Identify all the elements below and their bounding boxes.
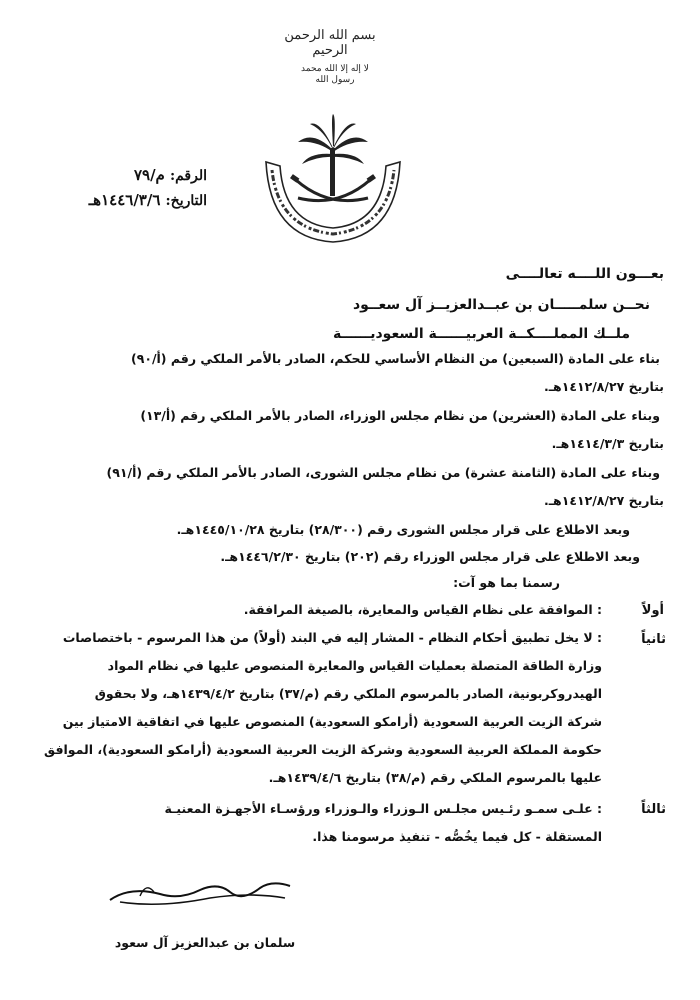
date-label: التاريخ:	[165, 193, 207, 209]
preamble-closing: رسمنا بما هو آت:	[453, 575, 560, 590]
preamble-line: وبعد الاطلاع على قرار مجلس الشورى رقم (٢٨/٣٠٠) بتاريخ ١٤٤٥/١٠/٢٨هـ.	[176, 522, 630, 537]
preamble-line: بناء على المادة (السبعين) من النظام الأساسي للحكم، الصادر بالأمر الملكي رقم (أ/٩٠)	[130, 351, 660, 366]
opening-invocation: بعـــون اللــــه تعالــــى	[505, 266, 664, 282]
handwritten-signature-icon	[100, 872, 300, 912]
clause-line: : لا يخل تطبيق أحكام النظام - المشار إليه في البند (أولاً) من هذا المرسوم - باختصاصات	[62, 630, 602, 645]
basmala: بسم الله الرحمن الرحيم	[284, 28, 376, 58]
clause-line: وزارة الطاقة المتصلة بعمليات القياس والمعايرة المنصوص عليها في نظام المواد	[107, 658, 602, 673]
reference-date	[57, 190, 207, 209]
date-value: ١٤٤٦/٣/٦هـ	[88, 191, 161, 209]
clause-label: ثانياً	[641, 632, 666, 647]
preamble-line: وبناء على المادة (العشرين) من نظام مجلس الوزراء، الصادر بالأمر الملكي رقم (أ/١٣)	[140, 408, 660, 423]
preamble-line: وبناء على المادة (الثامنة عشرة) من نظام مجلس الشورى، الصادر بالأمر الملكي رقم (أ/٩١)	[106, 465, 660, 480]
reference-number	[87, 165, 207, 184]
opening-king-name: نحــن سلمـــــان بن عبــدالعزيــز آل سعــود	[352, 297, 650, 313]
clause-label: ثالثاً	[641, 802, 666, 817]
preamble-line: بتاريخ ١٤١٢/٨/٢٧هـ.	[544, 379, 664, 394]
clause-label: أولاً	[641, 603, 664, 618]
number-value: م/٧٩	[133, 166, 165, 184]
saudi-emblem-icon	[258, 110, 408, 250]
opening-king-title: ملــك المملــــكــة العربيــــــة السعوديــــــة	[333, 326, 630, 342]
clause-line: عليها بالمرسوم الملكي رقم (م/٣٨) بتاريخ ١٤٣٩/٤/٦هـ.	[268, 770, 602, 785]
clause-line: : الموافقة على نظام القياس والمعايرة، بالصيغة المرافقة.	[243, 602, 602, 617]
clause-line: الهيدروكربونية، الصادر بالمرسوم الملكي رقم (م/٣٧) بتاريخ ١٤٣٩/٤/٢هـ، ولا بحقوق	[94, 686, 602, 701]
preamble-line: بتاريخ ١٤١٢/٨/٢٧هـ.	[544, 493, 664, 508]
clause-line: حكومة المملكة العربية السعودية وشركة الزيت العربية السعودية (أرامكو السعودية)، الموافق	[44, 742, 602, 757]
clause-line: شركة الزيت العربية السعودية (أرامكو السعودية) المنصوص عليها في اتفاقية الامتياز بين	[62, 714, 602, 729]
preamble-line: بتاريخ ١٤١٤/٣/٣هـ.	[551, 436, 664, 451]
shahada: لا إله إلا الله محمد رسول الله	[301, 64, 369, 85]
preamble-line: وبعد الاطلاع على قرار مجلس الوزراء رقم (٢٠٢) بتاريخ ١٤٤٦/٢/٣٠هـ.	[220, 549, 640, 564]
clause-line: : علـى سمـو رئـيس مجلـس الـوزراء والـوزراء ورؤسـاء الأجهـزة المعنيـة	[164, 801, 602, 816]
signatory-name: سلمان بن عبدالعزيز آل سعود	[114, 935, 296, 950]
number-label: الرقم:	[169, 168, 207, 184]
clause-line: المستقلة - كل فيما يخُصُّه - تنفيذ مرسومنا هذا.	[312, 829, 602, 844]
